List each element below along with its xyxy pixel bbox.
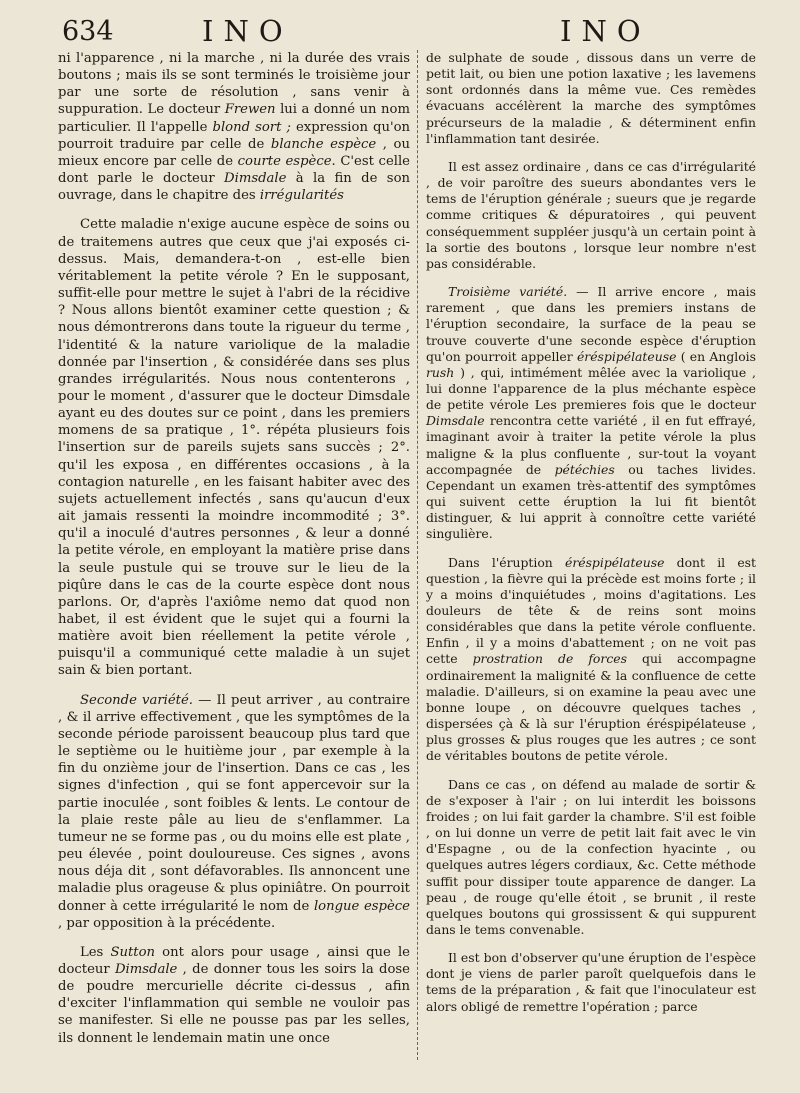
paragraph: Cette maladie n'exige aucune espèce de soins ou de traitemens autres que ceux que j'ai exposés ci-dessus. Mais, demandera-t-on , est-elle bien véritablement la petite vérole ? En le supposant, suffit-elle pour mettre le sujet à l'abri de la récidive ? Nous allons bientôt examiner cette question ; & nous démontrerons dans toute la rigueur du terme , l'identité & la nature variolique de la maladie donnée par l'insertion , & considérée dans ses plus grandes irrégularités. Nous nous contenterons , pour le moment , d'assurer que le docteur Dimsdale ayant eu des doutes sur ce point , dans les premiers momens de sa pratique , 1°. répéta plusieurs fois l'insertion sur de pareils sujets sans succès ; 2°. qu'il les exposa , en différentes occasions , à la contagion naturelle , en les faisant habiter avec des sujets actuellement infectés , sans qu'aucun d'eux ait jamais ressenti la moindre incommodité ; 3°. qu'il a inoculé d'autres personnes , & leur a donné la petite vérole, en employant la matière prise dans la seule pustule qui se trouve sur le lieu de la piqûre dans le cas de la courte espèce dont nous parlons. Or, d'après l'axiôme nemo dat quod non habet, il est évident que le sujet qui a fourni la matière avoit bien réellement la petite vérole , puisqu'il a communiqué cette maladie à un sujet sain & bien portant. bbox=[58, 217, 410, 679]
italic-term: blanche espèce bbox=[270, 136, 377, 152]
running-header bbox=[62, 14, 760, 54]
left-column bbox=[58, 50, 410, 1059]
text-run: qui accompagne ordinairement la malignité & la confluence de cette maladie. D'ailleurs, si on examine la peau avec une bonne loupe , on découvre quelques taches , dispersées çà & là sur l'éruption éréspipélateuse , plus grosses & plus rouges que les autres ; ce sont de véritables boutons de petite vérole. bbox=[426, 651, 756, 764]
italic-term: courte espèce bbox=[237, 153, 332, 169]
italic-name: Frewen bbox=[224, 102, 276, 118]
text-run: lui a donné un nom particulier. Il l'appelle bbox=[58, 102, 410, 135]
text-run: ont alors pour usage , ainsi que le docteur bbox=[58, 944, 410, 977]
italic-term: longue espèce bbox=[313, 898, 410, 914]
italic-term: éréspipélateuse bbox=[576, 348, 677, 364]
italic-term: irrégularités bbox=[259, 188, 344, 204]
italic-term: prostration de forces bbox=[472, 651, 627, 667]
text-run: , de donner tous les soirs la dose de poudre mercurielle décrite ci-dessus , afin d'exciter l'inflammation qui semble ne vouloir pas se manifester. Si elle ne pousse pas par les selles, ils donnent le lendemain matin une once bbox=[58, 961, 410, 1046]
page-number: 634 bbox=[62, 16, 114, 47]
paragraph: de sulphate de soude , dissous dans un verre de petit lait, ou bien une potion laxative ; les lavemens sont ordonnés dans la même vue. Ces remèdes évacuans accélèrent la marche des symptômes précurseurs de la maladie , & déterminent enfin l'inflammation tant desirée. bbox=[426, 50, 756, 146]
italic-term: pétéchies bbox=[554, 461, 615, 477]
paragraph: Dans ce cas , on défend au malade de sortir & de s'exposer à l'air ; on lui interdit les boissons froides ; on lui fait garder la chambre. S'il est foible , on lui donne un verre de petit lait fait avec le vin d'Espagne , ou de la confection hyacinte , ou quelques autres légers cordiaux, &c. Cette méthode suffit pour dissiper toute apparence de danger. La peau , de rouge qu'elle étoit , se brunit , il reste quelques boutons qui grossissent & qui suppurent dans le tems convenable. bbox=[426, 776, 756, 937]
text-run: expression qu'on pourroit traduire par celle de bbox=[58, 119, 410, 152]
italic-term: rush bbox=[426, 364, 455, 380]
italic-term: éréspipélateuse bbox=[564, 554, 665, 570]
text-run: dont il est question , la fièvre qui la précède est moins forte ; il y a moins d'inquiétudes , moins d'agitations. Les douleurs de tête & de reins sont moins considérables que dans la petite vérole confluente. Enfin , il y a moins d'abattement ; on ne voit pas cette bbox=[426, 554, 756, 667]
right-column bbox=[426, 50, 756, 1027]
paragraph bbox=[426, 555, 756, 765]
italic-name: Sutton bbox=[110, 944, 156, 960]
section-label: Troisième variété. bbox=[448, 284, 568, 300]
text-run: rencontra cette variété , il en fut effrayé, imaginant avoir à traiter la petite vérole la plus maligne & la plus confluente , sur-tout la voyant accompagnée de bbox=[426, 413, 756, 477]
text-run: Les bbox=[80, 944, 111, 960]
paragraph bbox=[58, 944, 410, 1047]
text-run: ) , qui, intimément mêlée avec la variolique , lui donne l'apparence de la plus méchante espèce de petite vérole Les premieres fois que le docteur bbox=[426, 364, 756, 413]
running-title-left: INO bbox=[202, 14, 293, 48]
paragraph: Il est bon d'observer qu'une éruption de l'espèce dont je viens de parler paroît quelquefois dans le tems de la préparation , & fait que l'inoculateur est alors obligé de remettre l'opération ; parce bbox=[426, 950, 756, 1014]
paragraph: Il est assez ordinaire , dans ce cas d'irrégularité , de voir paroître des sueurs abondantes vers le tems de l'éruption générale ; sueurs que je regarde comme critiques & dépuratoires , qui peuvent conséquemment suppléer jusqu'à un certain point à la sortie des boutons , lorsque leur nombre n'est pas considérable. bbox=[426, 158, 756, 271]
italic-name: Dimsdale bbox=[426, 413, 485, 429]
section-label: Seconde variété. bbox=[80, 692, 193, 708]
italic-term: blond sort ; bbox=[212, 119, 291, 135]
text-run: — Il arrive encore , mais rarement , que dans les premiers instans de l'éruption secondaire, la surface de la peau se trouve couverte d'une seconde espèce d'éruption qu'on pourroit appeller bbox=[426, 284, 756, 364]
text-run: Dans l'éruption bbox=[448, 554, 565, 570]
text-run: , ou mieux encore par celle de bbox=[58, 136, 410, 169]
paragraph bbox=[426, 284, 756, 543]
column-divider bbox=[417, 50, 419, 1060]
text-run: . C'est celle dont parle le docteur bbox=[58, 153, 410, 187]
text-run: , par opposition à la précédente. bbox=[58, 915, 276, 931]
text-run: à la fin de son ouvrage, dans le chapitre des bbox=[58, 171, 411, 204]
text-run: ou taches livides. Cependant un examen très-attentif des symptômes qui suivent cette éruption la lui fit bientôt distinguer, & lui apprit à connoître cette variété singulière. bbox=[426, 461, 757, 542]
text-run: — Il peut arriver , au contraire , & il arrive effectivement , que les symptômes de la seconde période paroissent beaucoup plus tard que le septième ou le huitième jour , par exemple à la fin du onzième jour de l'insertion. Dans ce cas , les signes d'infection , qui se font appercevoir sur la partie inoculée , sont foibles & lents. Le contour de la plaie reste pâle au lieu de s'enflammer. La tumeur ne se forme pas , ou du moins elle est plate , peu élevée , point douloureuse. Ces signes , avons nous déja dit , sont défavorables. Ils annoncent une maladie plus orageuse & plus opiniâtre. On pourroit donner à cette irrégularité le nom de bbox=[58, 692, 411, 914]
italic-name: Dimsdale bbox=[224, 171, 287, 187]
italic-name: Dimsdale bbox=[114, 961, 178, 977]
paragraph bbox=[58, 692, 410, 932]
paragraph bbox=[58, 50, 410, 204]
running-title-right: INO bbox=[560, 14, 651, 48]
text-run: ( en Anglois bbox=[676, 348, 756, 364]
text-run: ni l'apparence , ni la marche , ni la durée des vrais boutons ; mais ils se sont terminés le troisième jour par une sorte de résolution , sans venir à suppuration. Le docteur bbox=[58, 51, 410, 118]
